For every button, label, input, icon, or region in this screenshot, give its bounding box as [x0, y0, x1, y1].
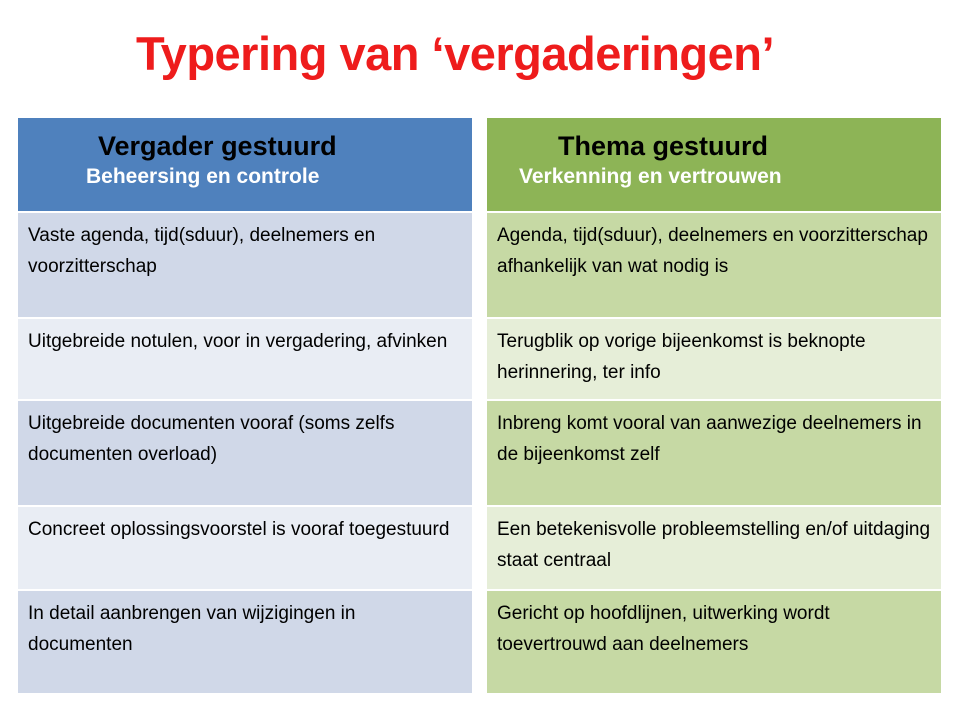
- table-row: Agenda, tijd(sduur), deelnemers en voorzitterschap afhankelijk van wat nodig is: [487, 211, 941, 317]
- table-row: In detail aanbrengen van wijzigingen in documenten: [18, 589, 472, 693]
- table-row: Gericht op hoofdlijnen, uitwerking wordt toevertrouwd aan deelnemers: [487, 589, 941, 693]
- table-row: Uitgebreide notulen, voor in vergadering, afvinken: [18, 317, 472, 399]
- table-row: Uitgebreide documenten vooraf (soms zelfs documenten overload): [18, 399, 472, 505]
- slide-title: Typering van ‘vergaderingen’: [135, 27, 775, 80]
- table-row: Vaste agenda, tijd(sduur), deelnemers en voorzitterschap: [18, 211, 472, 317]
- table-row: Concreet oplossingsvoorstel is vooraf toegestuurd: [18, 505, 472, 589]
- thema-gestuurd-header: [487, 118, 941, 211]
- thema-gestuurd-table: [487, 118, 941, 693]
- table-row: Inbreng komt vooral van aanwezige deelnemers in de bijeenkomst zelf: [487, 399, 941, 505]
- vergader-gestuurd-header: [18, 118, 472, 211]
- table-row: Een betekenisvolle probleemstelling en/of uitdaging staat centraal: [487, 505, 941, 589]
- table-row: Terugblik op vorige bijeenkomst is beknopte herinnering, ter info: [487, 317, 941, 399]
- table-subheading: Verkenning en vertrouwen: [519, 165, 782, 188]
- table-heading: Thema gestuurd: [558, 131, 769, 161]
- vergader-gestuurd-table: [18, 118, 472, 693]
- table-heading: Vergader gestuurd: [98, 131, 337, 161]
- table-subheading: Beheersing en controle: [86, 165, 320, 188]
